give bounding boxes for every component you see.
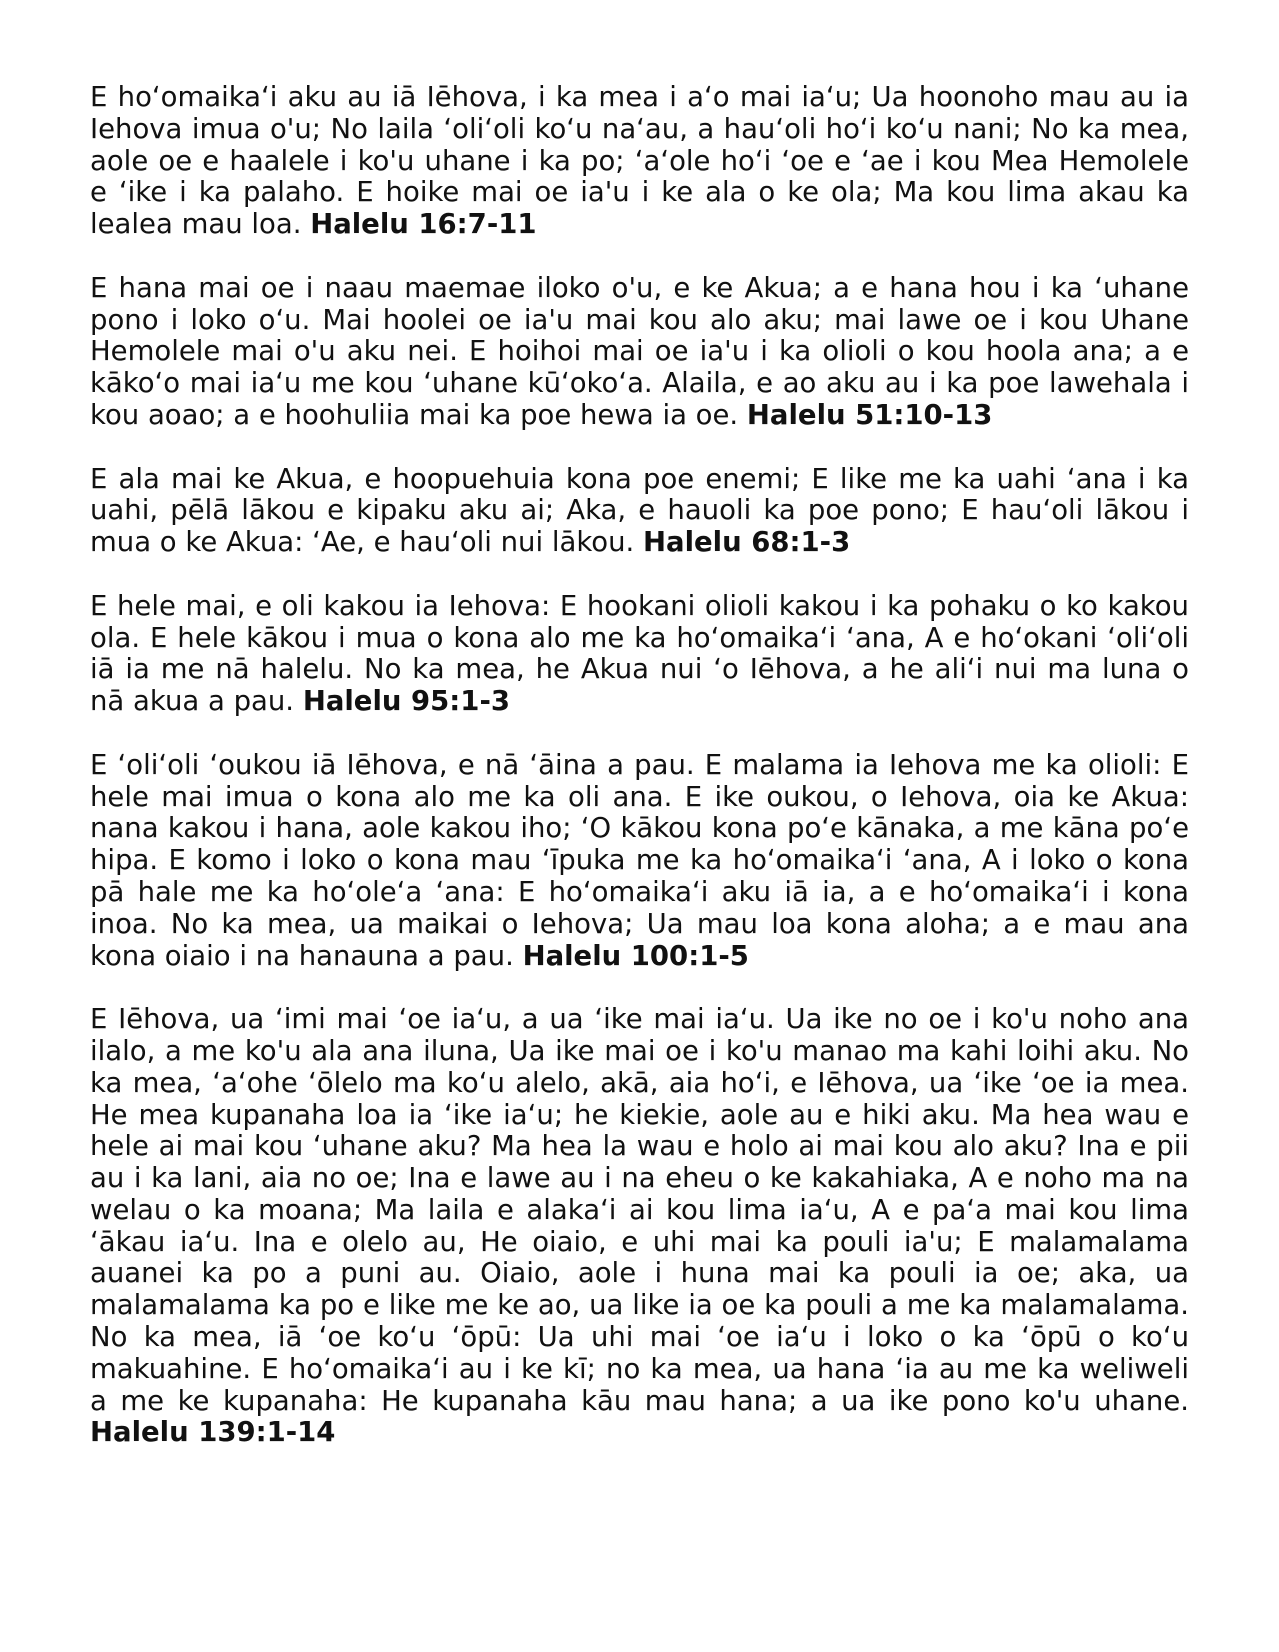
psalm-passage-51 — [90, 273, 1189, 432]
document-page — [90, 82, 1189, 1481]
passage-text: E hoʻomaikaʻi aku au iā Iēhova, i ka mea i aʻo mai iaʻu; Ua hoonoho mau au ia Iehova imua o'u; No laila ʻoliʻoli koʻu naʻau, a hauʻoli hoʻi koʻu nani; No ka mea, aole oe e haalele i ko'u uhane i ka po; ʻaʻole hoʻi ʻoe e ʻae i kou Mea Hemolele e ʻike i ka palaho. E hoike mai oe ia'u i ke ala o ke ola; Ma kou lima akau ka lealea mau loa. — [90, 81, 1189, 241]
passage-text: E ʻoliʻoli ʻoukou iā Iēhova, e nā ʻāina a pau. E malama ia Iehova me ka olioli: E hele mai imua o kona alo me ka oli ana. E ike oukou, o Iehova, oia ke Akua: nana kakou i hana, aole kakou iho; ʻO kākou kona poʻe kānaka, a me kāna poʻe hipa. E komo i loko o kona mau ʻīpuka me ka hoʻomaikaʻi ʻana, A i loko o kona pā hale me ka hoʻoleʻa ʻana: E hoʻomaikaʻi aku iā ia, a e hoʻomaikaʻi i kona inoa. No ka mea, ua maikai o Iehova; Ua mau loa kona aloha; a e mau ana kona oiaio i na hanauna a pau. — [90, 748, 1189, 972]
scripture-reference: Halelu 16:7-11 — [310, 208, 537, 241]
psalm-passage-100 — [90, 750, 1189, 973]
scripture-reference: Halelu 100:1-5 — [522, 939, 749, 972]
psalm-passage-95 — [90, 591, 1189, 718]
passage-text: E hana mai oe i naau maemae iloko o'u, e ke Akua; a e hana hou i ka ʻuhane pono i loko oʻu. Mai hoolei oe ia'u mai kou alo aku; mai lawe oe i kou Uhane Hemolele mai o'u aku nei. E hoihoi mai oe ia'u i ka olioli o kou hoola ana; a e kākoʻo mai iaʻu me kou ʻuhane kūʻokoʻa. Alaila, e ao aku au i ka poe lawehala i kou aoao; a e hoohuliia mai ka poe hewa ia oe. — [90, 271, 1189, 431]
psalm-passage-139 — [90, 1004, 1189, 1449]
passage-text: E hele mai, e oli kakou ia Iehova: E hookani olioli kakou i ka pohaku o ko kakou ola. E hele kākou i mua o kona alo me ka hoʻomaikaʻi ʻana, A e hoʻokani ʻoliʻoli iā ia me nā halelu. No ka mea, he Akua nui ʻo Iēhova, a he aliʻi nui ma luna o nā akua a pau. — [90, 589, 1189, 718]
scripture-reference: Halelu 139:1-14 — [90, 1416, 336, 1449]
scripture-reference: Halelu 68:1-3 — [643, 526, 851, 559]
passage-text: E ala mai ke Akua, e hoopuehuia kona poe enemi; E like me ka uahi ʻana i ka uahi, pēlā lākou e kipaku aku ai; Aka, e hauoli ka poe pono; E hauʻoli lākou i mua o ke Akua: ʻAe, e hauʻoli nui lākou. — [90, 462, 1189, 559]
psalm-passage-68 — [90, 464, 1189, 559]
scripture-reference: Halelu 95:1-3 — [302, 685, 510, 718]
psalm-passage-16 — [90, 82, 1189, 241]
passage-text: E Iēhova, ua ʻimi mai ʻoe iaʻu, a ua ʻike mai iaʻu. Ua ike no oe i ko'u noho ana ilalo, a me ko'u ala ana iluna, Ua ike mai oe i ko'u manao ma kahi loihi aku. No ka mea, ʻaʻohe ʻōlelo ma koʻu alelo, akā, aia hoʻi, e Iēhova, ua ʻike ʻoe ia mea. He mea kupanaha loa ia ʻike iaʻu; he kiekie, aole au e hiki aku. Ma hea wau e hele ai mai kou ʻuhane aku? Ma hea la wau e holo ai mai kou alo aku? Ina e pii au i ka lani, aia no oe; Ina e lawe au i na eheu o ke kakahiaka, A e noho ma na welau o ka moana; Ma laila e alakaʻi ai kou lima iaʻu, A e paʻa mai kou lima ʻākau iaʻu. Ina e olelo au, He oiaio, e uhi mai ka pouli ia'u; E malamalama auanei ka po a puni au. Oiaio, aole i huna mai ka pouli ia oe; aka, ua malamalama ka po e like me ke ao, ua like ia oe ka pouli a me ka malamalama. No ka mea, iā ʻoe koʻu ʻōpū: Ua uhi mai ʻoe iaʻu i loko o ka ʻōpū o koʻu makuahine. E hoʻomaikaʻi au i ke kī; no ka mea, ua hana ʻia au me ka weliweli a me ke kupanaha: He kupanaha kāu mau hana; a ua ike pono ko'u uhane. — [90, 1003, 1189, 1417]
scripture-reference: Halelu 51:10-13 — [746, 398, 993, 431]
